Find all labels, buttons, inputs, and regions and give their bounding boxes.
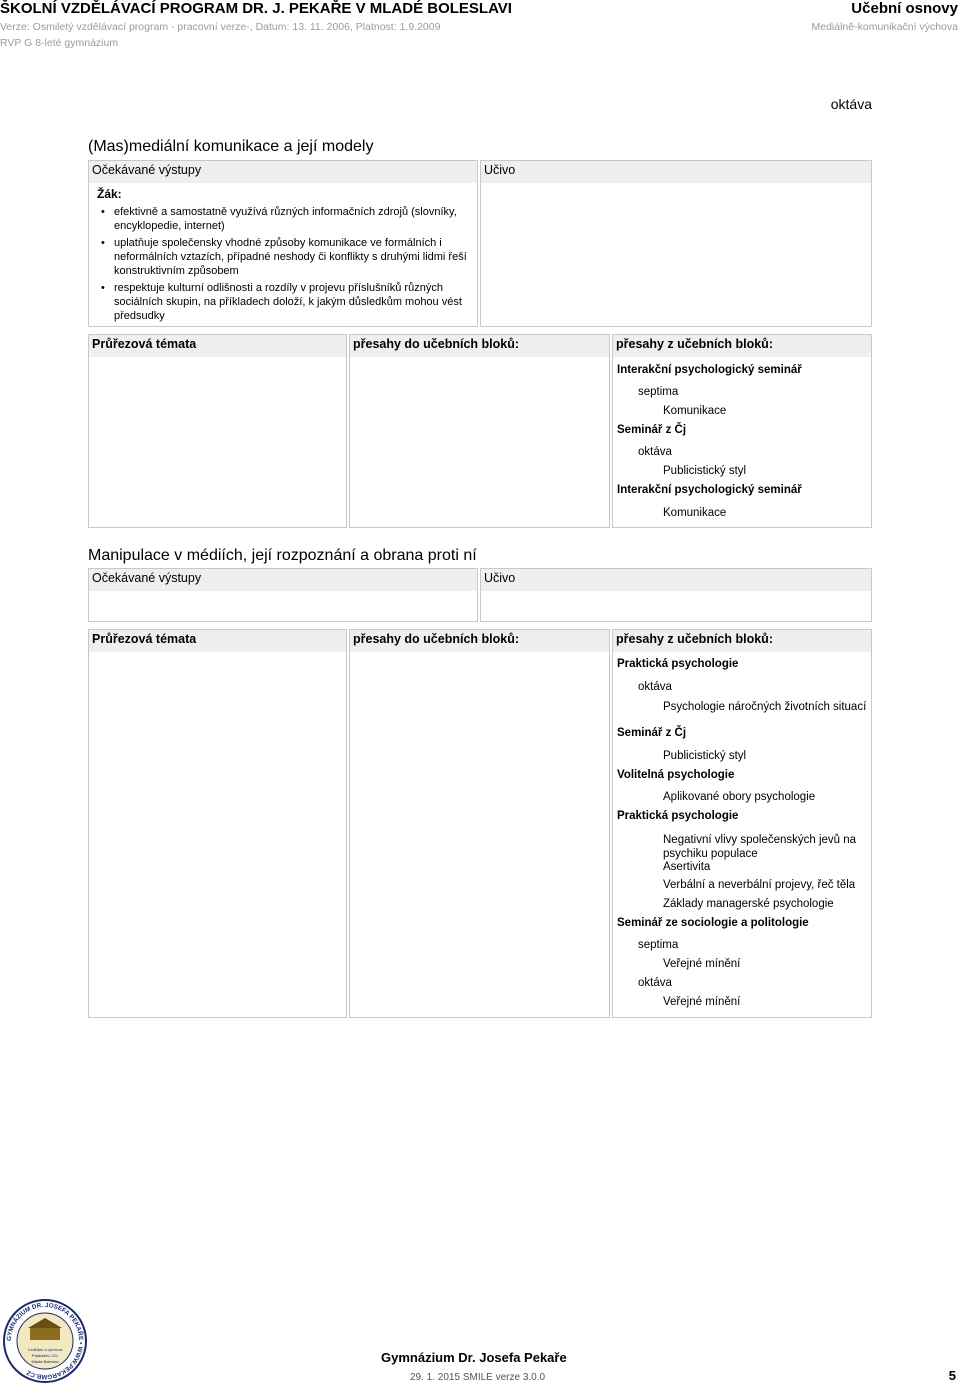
cross-topics-header: Průřezová témata: [89, 335, 346, 357]
cross-to-header: přesahy do učebních bloků:: [350, 630, 609, 652]
list-item: • uplatňuje společensky vhodné způsoby komunikace ve formálních i neformálních vztazích, případné neshody či konflikty s druhými lidmi řeší konstruktivním způsobem: [114, 236, 477, 278]
outcomes-box: [88, 160, 478, 327]
seal-inner-line: Palackého 211: [31, 1353, 59, 1358]
cross-topics-header: Průřezová témata: [89, 630, 346, 652]
list-item: Praktická psychologie: [617, 658, 739, 670]
list-item: Veřejné mínění: [663, 996, 741, 1008]
list-item: Verbální a neverbální projevy, řeč těla: [663, 879, 856, 891]
page-number: 5: [948, 1368, 956, 1383]
list-item: septima: [638, 386, 679, 398]
pupil-label: Žák:: [97, 187, 122, 201]
cross-to-box: [349, 334, 610, 528]
list-item: oktáva: [638, 681, 672, 693]
outcomes-header: Očekávané výstupy: [89, 569, 477, 591]
list-item: Aplikované obory psychologie: [663, 791, 816, 803]
content-header: Učivo: [481, 161, 871, 183]
cross-from-header: přesahy z učebních bloků:: [613, 630, 871, 652]
document-title: Učební osnovy: [851, 0, 958, 17]
list-item: Asertivita: [663, 861, 711, 873]
list-item: • respektuje kulturní odlišnosti a rozdíly v projevu příslušníků různých sociálních skupin, na příkladech doloží, k jakým důsledkům mohou vést předsudky: [114, 281, 477, 323]
cross-to-header: přesahy do učebních bloků:: [350, 335, 609, 357]
cross-topics-box: [88, 629, 347, 1018]
footer-school-name: Gymnázium Dr. Josefa Pekaře: [381, 1350, 567, 1365]
list-item: Publicistický styl: [663, 750, 747, 762]
school-title: ŠKOLNÍ VZDĚLÁVACÍ PROGRAM DR. J. PEKAŘE V MLADÉ BOLESLAVI: [0, 0, 512, 17]
cross-topics-box: [88, 334, 347, 528]
list-item: Interakční psychologický seminář: [617, 364, 802, 376]
list-item: Volitelná psychologie: [617, 769, 735, 781]
grade-label: oktáva: [830, 96, 872, 112]
seal-inner-line: Vzdělání a výchova: [27, 1347, 63, 1352]
content-box: [480, 160, 872, 327]
footer-date: 29. 1. 2015 SMILE verze 3.0.0: [410, 1372, 546, 1383]
outcomes-header: Očekávané výstupy: [89, 161, 477, 183]
seal-ring-text: GYMNÁZIUM DR. JOSEFA PEKAŘE • WWW.PEKARGMB.CZ: [5, 1301, 85, 1381]
list-item: oktáva: [638, 446, 672, 458]
cross-from-header: přesahy z učebních bloků:: [613, 335, 871, 357]
list-item: Základy managerské psychologie: [663, 898, 834, 910]
outcomes-box: [88, 568, 478, 622]
school-seal-logo: [2, 1298, 88, 1384]
rvp-line: RVP G 8-leté gymnázium: [0, 37, 119, 49]
outcomes-list: [89, 205, 477, 323]
subject-name: Mediálně-komunikační výchova: [811, 21, 958, 33]
list-item: • efektivně a samostatně využívá různých informačních zdrojů (slovníky, encyklopedie, internet): [114, 205, 477, 233]
list-item: Negativní vlivy společenských jevů na psychiku populace: [663, 834, 857, 860]
list-item: Interakční psychologický seminář: [617, 484, 802, 496]
list-item: Komunikace: [663, 405, 727, 417]
content-box: [480, 568, 872, 622]
content-header: Učivo: [481, 569, 871, 591]
list-item: Veřejné mínění: [663, 958, 741, 970]
section-title: (Mas)mediální komunikace a její modely: [88, 138, 374, 155]
list-item: Praktická psychologie: [617, 810, 739, 822]
list-item: Komunikace: [663, 507, 727, 519]
seal-inner-line: Mladá Boleslav: [31, 1359, 59, 1364]
version-line: Verze: Osmiletý vzdělávací program - pracovní verze-, Datum: 13. 11. 2006, Platnost: 1.9.2009: [0, 21, 441, 33]
cross-to-box: [349, 629, 610, 1018]
list-item: oktáva: [638, 977, 672, 989]
list-item: Publicistický styl: [663, 465, 747, 477]
list-item: Seminář z Čj: [617, 727, 687, 739]
list-item: Psychologie náročných životních situací: [663, 701, 867, 713]
section-title: Manipulace v médiích, její rozpoznání a obrana proti ní: [88, 547, 477, 564]
list-item: septima: [638, 939, 679, 951]
list-item: Seminář z Čj: [617, 424, 687, 436]
list-item: Seminář ze sociologie a politologie: [617, 917, 809, 929]
